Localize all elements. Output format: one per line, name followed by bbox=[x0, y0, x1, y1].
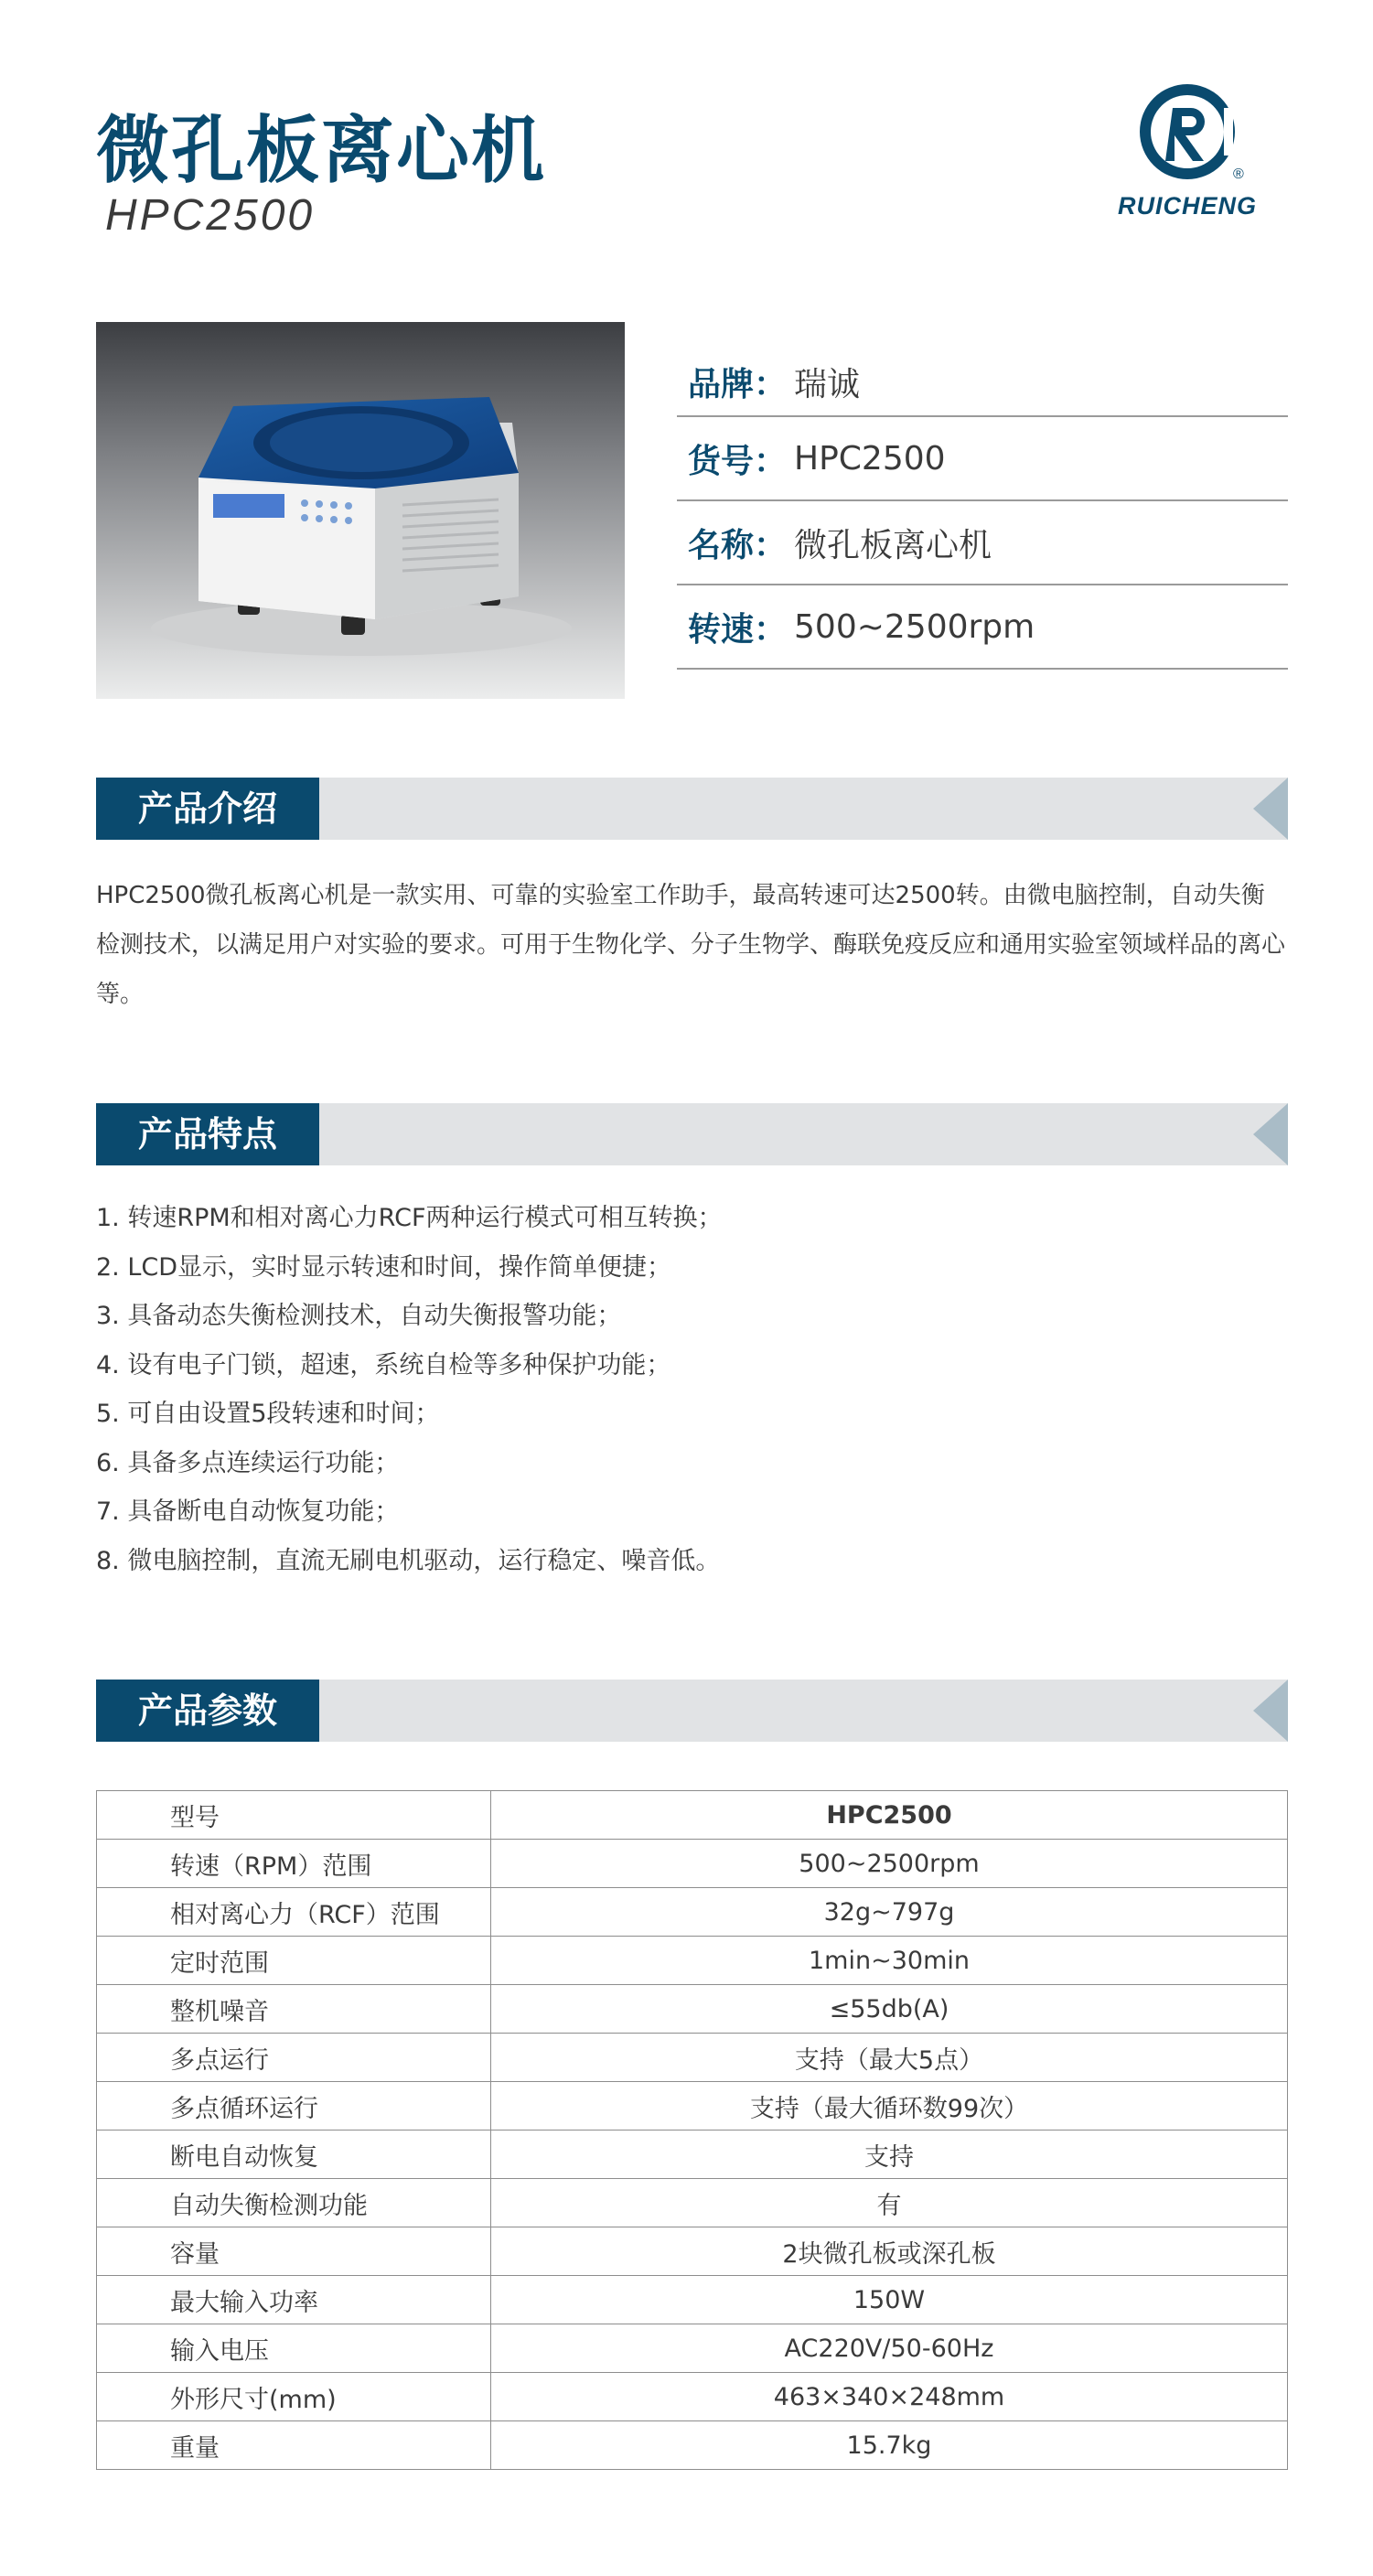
param-value: 15.7kg bbox=[491, 2421, 1288, 2470]
product-photo bbox=[96, 322, 625, 699]
section-arrow-icon bbox=[1253, 778, 1288, 840]
spec-row-speed bbox=[677, 585, 1288, 670]
list-item: 5. 可自由设置5段转速和时间； bbox=[96, 1400, 440, 1428]
table-row bbox=[97, 2034, 1288, 2082]
spec-value: 瑞诚 bbox=[794, 366, 861, 403]
list-item: 7. 具备断电自动恢复功能； bbox=[96, 1497, 400, 1526]
list-item: 6. 具备多点连续运行功能； bbox=[96, 1448, 400, 1477]
section-arrow-icon bbox=[1253, 1103, 1288, 1165]
param-value: 支持 bbox=[491, 2131, 1288, 2179]
table-row bbox=[97, 2324, 1288, 2373]
param-key: 转速（RPM）范围 bbox=[97, 1840, 491, 1888]
logo-text: RUICHENG bbox=[1117, 192, 1257, 220]
table-row bbox=[97, 2082, 1288, 2131]
list-item: 2. LCD显示，实时显示转速和时间，操作简单便捷； bbox=[96, 1252, 672, 1282]
param-value: AC220V/50-60Hz bbox=[491, 2324, 1288, 2373]
table-row bbox=[97, 2421, 1288, 2470]
spec-key: 品牌： bbox=[688, 366, 788, 403]
param-key: 重量 bbox=[97, 2421, 491, 2470]
spec-key: 名称： bbox=[688, 526, 788, 564]
param-value: 2块微孔板或深孔板 bbox=[491, 2227, 1288, 2276]
section-title: 产品特点 bbox=[96, 1103, 319, 1165]
param-value: ≤55db(A) bbox=[491, 1985, 1288, 2034]
list-item: 4. 设有电子门锁，超速，系统自检等多种保护功能； bbox=[96, 1350, 671, 1379]
table-row bbox=[97, 1985, 1288, 2034]
table-row bbox=[97, 2131, 1288, 2179]
brand-logo bbox=[1087, 75, 1288, 231]
spec-key: 转速： bbox=[688, 610, 788, 649]
param-key: 定时范围 bbox=[97, 1937, 491, 1985]
param-key: 型号 bbox=[97, 1791, 491, 1840]
table-row bbox=[97, 1791, 1288, 1840]
param-value: HPC2500 bbox=[491, 1791, 1288, 1840]
table-row bbox=[97, 2179, 1288, 2227]
table-row bbox=[97, 1888, 1288, 1937]
param-key: 自动失衡检测功能 bbox=[97, 2179, 491, 2227]
feature-list bbox=[96, 1194, 1288, 1585]
table-row bbox=[97, 1937, 1288, 1985]
section-header-features bbox=[96, 1103, 1288, 1165]
param-value: 32g~797g bbox=[491, 1888, 1288, 1937]
param-key: 相对离心力（RCF）范围 bbox=[97, 1888, 491, 1937]
list-item: 8. 微电脑控制，直流无刷电机驱动，运行稳定、噪音低。 bbox=[96, 1546, 721, 1575]
param-value: 1min~30min bbox=[491, 1937, 1288, 1985]
section-header-intro bbox=[96, 778, 1288, 840]
section-title: 产品参数 bbox=[96, 1680, 319, 1742]
section-arrow-icon bbox=[1253, 1680, 1288, 1742]
table-row bbox=[97, 1840, 1288, 1888]
param-value: 500~2500rpm bbox=[491, 1840, 1288, 1888]
spec-value: HPC2500 bbox=[794, 439, 946, 478]
spec-row-sku bbox=[677, 417, 1288, 501]
param-value: 支持（最大5点） bbox=[491, 2034, 1288, 2082]
param-key: 输入电压 bbox=[97, 2324, 491, 2373]
param-key: 整机噪音 bbox=[97, 1985, 491, 2034]
param-value: 150W bbox=[491, 2276, 1288, 2324]
section-header-params bbox=[96, 1680, 1288, 1742]
param-key: 多点运行 bbox=[97, 2034, 491, 2082]
table-row bbox=[97, 2373, 1288, 2421]
param-key: 外形尺寸(mm) bbox=[97, 2373, 491, 2421]
param-key: 最大输入功率 bbox=[97, 2276, 491, 2324]
spec-row-name bbox=[677, 501, 1288, 585]
spec-row-brand bbox=[677, 348, 1288, 417]
param-key: 多点循环运行 bbox=[97, 2082, 491, 2131]
param-value: 支持（最大循环数99次） bbox=[491, 2082, 1288, 2131]
intro-paragraph: HPC2500微孔板离心机是一款实用、可靠的实验室工作助手，最高转速可达2500转。由微电脑控制，自动失衡检测技术，以满足用户对实验的要求。可用于生物化学、分子生物学、酶联免疫反应和通用实验室领域样品的离心等。 bbox=[96, 882, 1286, 1008]
spec-value: 500~2500rpm bbox=[794, 607, 1035, 646]
table-row bbox=[97, 2276, 1288, 2324]
spec-list bbox=[677, 348, 1288, 670]
logo-emblem-icon bbox=[1087, 75, 1288, 189]
list-item: 3. 具备动态失衡检测技术，自动失衡报警功能； bbox=[96, 1302, 622, 1330]
page-title: 微孔板离心机 bbox=[96, 108, 546, 193]
table-row bbox=[97, 2227, 1288, 2276]
param-key: 容量 bbox=[97, 2227, 491, 2276]
logo-registered-mark: ® bbox=[1233, 166, 1244, 182]
params-table bbox=[96, 1790, 1288, 2470]
param-value: 有 bbox=[491, 2179, 1288, 2227]
param-key: 断电自动恢复 bbox=[97, 2131, 491, 2179]
spec-key: 货号： bbox=[688, 442, 788, 480]
model-subtitle: HPC2500 bbox=[105, 191, 316, 240]
spec-value: 微孔板离心机 bbox=[794, 526, 992, 564]
list-item: 1. 转速RPM和相对离心力RCF两种运行模式可相互转换； bbox=[96, 1204, 723, 1232]
section-title: 产品介绍 bbox=[96, 778, 319, 840]
param-value: 463×340×248mm bbox=[491, 2373, 1288, 2421]
